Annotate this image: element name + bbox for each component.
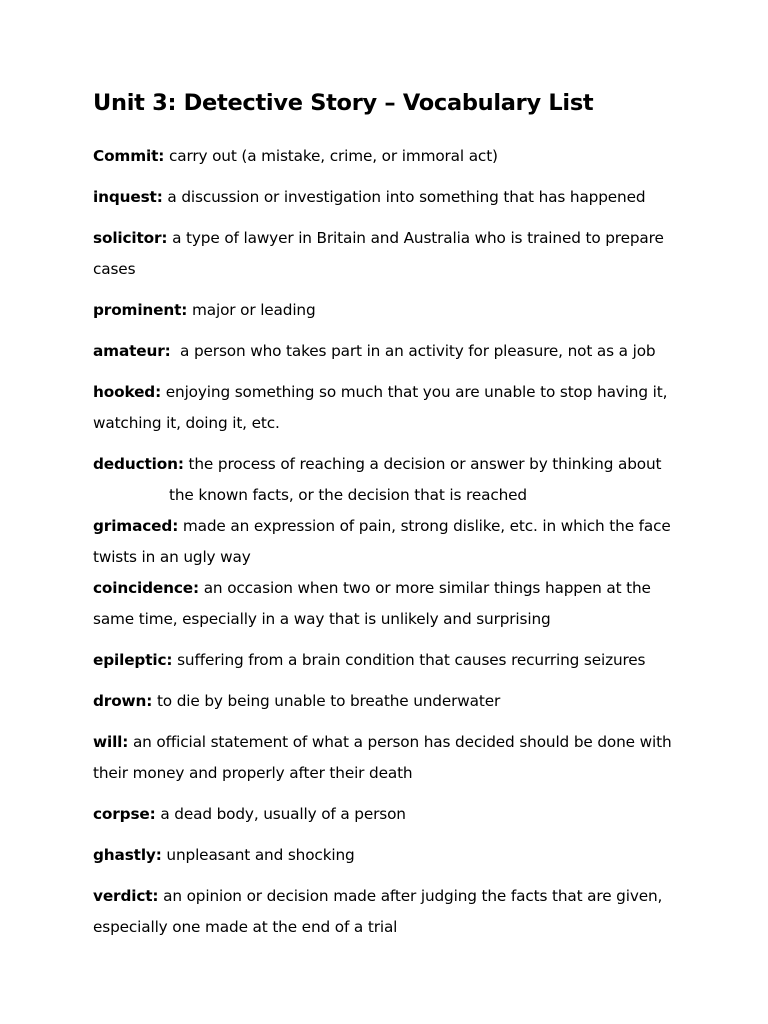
vocab-definition: suffering from a brain condition that causes recurring seizures <box>172 651 646 669</box>
vocab-term: ghastly: <box>93 846 162 864</box>
vocab-definition: the process of reaching a decision or answer by thinking about <box>183 455 662 473</box>
vocab-term: Commit: <box>93 147 165 165</box>
vocab-definition: made an expression of pain, strong dislike, etc. in which the face twists in an ugly way <box>93 517 671 566</box>
vocab-definition: enjoying something so much that you are unable to stop having it, watching it, doing it, etc. <box>93 383 668 432</box>
vocab-term: inquest: <box>93 188 163 206</box>
vocab-definition: to die by being unable to breathe underwater <box>152 692 501 710</box>
vocab-entry-ghastly <box>93 840 683 871</box>
vocab-term: prominent: <box>93 301 188 319</box>
vocab-term: deduction: <box>93 455 184 473</box>
vocab-definition: a dead body, usually of a person <box>155 805 406 823</box>
vocab-definition: an occasion when two or more similar things happen at the same time, especially in a way that is unlikely and surprising <box>93 579 651 628</box>
vocab-definition: a type of lawyer in Britain and Australia who is trained to prepare cases <box>93 229 664 278</box>
vocab-definition-continuation: the known facts, or the decision that is reached <box>169 486 527 504</box>
document-page <box>93 88 683 953</box>
vocab-entry-grimaced <box>93 511 683 573</box>
vocab-term: will: <box>93 733 129 751</box>
vocab-definition: an official statement of what a person has decided should be done with their money and properly after their death <box>93 733 672 782</box>
vocab-entry-drown <box>93 686 683 717</box>
vocab-definition: an opinion or decision made after judging the facts that are given, especially one made at the end of a trial <box>93 887 663 936</box>
vocab-term: epileptic: <box>93 651 173 669</box>
vocab-definition: carry out (a mistake, crime, or immoral act) <box>164 147 498 165</box>
vocab-entry-amateur <box>93 336 683 367</box>
vocab-term: drown: <box>93 692 153 710</box>
vocab-term: corpse: <box>93 805 156 823</box>
vocab-entry-inquest <box>93 182 683 213</box>
vocab-entry-prominent <box>93 295 683 326</box>
vocab-entry-verdict <box>93 881 683 943</box>
vocab-entry-commit <box>93 141 683 172</box>
vocab-entry-solicitor <box>93 223 683 285</box>
vocab-entry-hooked <box>93 377 683 439</box>
vocab-entry-epileptic <box>93 645 683 676</box>
vocab-term: verdict: <box>93 887 159 905</box>
vocab-definition: major or leading <box>187 301 316 319</box>
vocab-definition: unpleasant and shocking <box>161 846 355 864</box>
vocab-term: amateur: <box>93 342 171 360</box>
vocab-entry-corpse <box>93 799 683 830</box>
vocab-definition: a discussion or investigation into something that has happened <box>162 188 646 206</box>
vocab-entry-will <box>93 727 683 789</box>
vocab-entry-deduction <box>93 449 683 511</box>
vocab-term: hooked: <box>93 383 162 401</box>
vocab-term: solicitor: <box>93 229 168 247</box>
vocab-term: grimaced: <box>93 517 179 535</box>
page-title: Unit 3: Detective Story – Vocabulary List <box>93 90 594 116</box>
vocab-entry-coincidence <box>93 573 683 635</box>
vocab-definition: a person who takes part in an activity for pleasure, not as a job <box>170 342 656 360</box>
vocab-term: coincidence: <box>93 579 199 597</box>
